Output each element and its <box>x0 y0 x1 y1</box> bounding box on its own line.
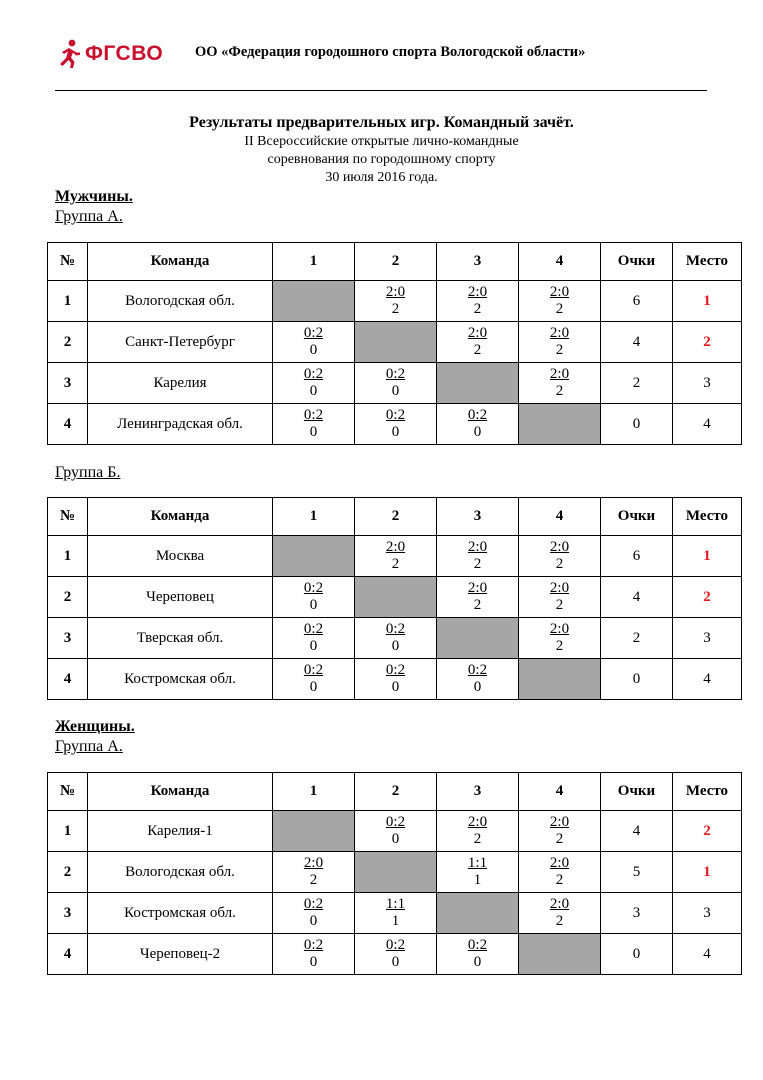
table-row <box>48 404 742 445</box>
place: 4 <box>673 404 742 445</box>
match-score: 2:0 <box>467 580 488 596</box>
team-name: Вологодская обл. <box>88 852 273 893</box>
team-number: 4 <box>48 659 88 700</box>
subtitle-date: 30 июля 2016 года. <box>325 170 438 185</box>
place: 3 <box>673 893 742 934</box>
column-header: 3 <box>437 243 519 281</box>
column-header: Место <box>673 773 742 811</box>
subtitle-line: II Всероссийские открытые лично-командные <box>244 134 519 149</box>
match-score: 0:2 <box>303 580 324 596</box>
match-points: 2 <box>555 342 564 358</box>
column-header: № <box>48 498 88 536</box>
match-score: 0:2 <box>303 325 324 341</box>
section-title-men: Мужчины. <box>55 188 133 205</box>
table-row <box>48 536 742 577</box>
place: 4 <box>673 659 742 700</box>
diagonal-cell <box>355 322 437 363</box>
match-score: 2:0 <box>549 855 570 871</box>
match-points: 0 <box>309 424 318 440</box>
total-points: 6 <box>601 281 673 322</box>
match-points: 2 <box>473 342 482 358</box>
match-score: 2:0 <box>467 539 488 555</box>
team-number: 3 <box>48 618 88 659</box>
table-row <box>48 811 742 852</box>
match-score: 2:0 <box>549 621 570 637</box>
subtitle-line: соревнования по городошному спорту <box>267 152 496 167</box>
match-result <box>437 404 519 445</box>
team-name: Череповец-2 <box>88 934 273 975</box>
team-number: 4 <box>48 934 88 975</box>
match-score: 0:2 <box>385 662 406 678</box>
match-result <box>437 934 519 975</box>
column-header: 4 <box>519 498 601 536</box>
table-row <box>48 659 742 700</box>
diagonal-cell <box>519 934 601 975</box>
column-header: 4 <box>519 773 601 811</box>
match-points: 2 <box>555 597 564 613</box>
table-row <box>48 618 742 659</box>
match-result <box>519 322 601 363</box>
column-header: Место <box>673 243 742 281</box>
match-points: 0 <box>309 638 318 654</box>
place: 2 <box>673 577 742 618</box>
results-table-women-a <box>47 772 742 975</box>
match-result <box>437 536 519 577</box>
match-points: 1 <box>391 913 400 929</box>
match-points: 2 <box>473 301 482 317</box>
match-score: 2:0 <box>549 896 570 912</box>
match-result <box>519 893 601 934</box>
diagonal-cell <box>519 659 601 700</box>
column-header: 2 <box>355 498 437 536</box>
team-name: Костромская обл. <box>88 893 273 934</box>
match-points: 2 <box>391 301 400 317</box>
team-name: Череповец <box>88 577 273 618</box>
match-result <box>273 934 355 975</box>
column-header: Команда <box>88 773 273 811</box>
total-points: 3 <box>601 893 673 934</box>
match-result <box>355 536 437 577</box>
match-points: 2 <box>309 872 318 888</box>
table-row <box>48 934 742 975</box>
match-points: 2 <box>555 383 564 399</box>
team-name: Москва <box>88 536 273 577</box>
place: 3 <box>673 363 742 404</box>
total-points: 6 <box>601 536 673 577</box>
column-header: Очки <box>601 498 673 536</box>
match-points: 2 <box>473 597 482 613</box>
table-header-row <box>48 243 742 281</box>
place: 1 <box>673 536 742 577</box>
match-result <box>437 577 519 618</box>
diagonal-cell <box>273 281 355 322</box>
logo-text: ФГСВО <box>85 42 164 65</box>
match-points: 0 <box>473 679 482 695</box>
team-number: 3 <box>48 893 88 934</box>
match-result <box>437 281 519 322</box>
match-points: 0 <box>309 383 318 399</box>
section-title-women: Женщины. <box>55 718 135 735</box>
match-result <box>355 659 437 700</box>
match-result <box>355 281 437 322</box>
column-header: Команда <box>88 498 273 536</box>
column-header: 1 <box>273 773 355 811</box>
column-header: 1 <box>273 498 355 536</box>
column-header: 4 <box>519 243 601 281</box>
match-result <box>519 363 601 404</box>
match-points: 2 <box>555 556 564 572</box>
team-number: 2 <box>48 852 88 893</box>
match-result <box>273 322 355 363</box>
match-score: 0:2 <box>303 407 324 423</box>
match-result <box>437 322 519 363</box>
column-header: Команда <box>88 243 273 281</box>
match-result <box>355 811 437 852</box>
match-points: 2 <box>555 872 564 888</box>
group-title: Группа А. <box>55 738 123 755</box>
column-header: Место <box>673 498 742 536</box>
match-result <box>519 811 601 852</box>
team-number: 1 <box>48 281 88 322</box>
match-points: 0 <box>309 342 318 358</box>
total-points: 0 <box>601 659 673 700</box>
match-score: 0:2 <box>467 937 488 953</box>
match-points: 2 <box>473 556 482 572</box>
team-number: 3 <box>48 363 88 404</box>
match-result <box>355 404 437 445</box>
diagonal-cell <box>355 852 437 893</box>
match-score: 0:2 <box>467 407 488 423</box>
match-score: 0:2 <box>385 937 406 953</box>
match-score: 1:1 <box>467 855 488 871</box>
match-points: 2 <box>555 913 564 929</box>
place: 2 <box>673 322 742 363</box>
match-score: 0:2 <box>303 662 324 678</box>
place: 1 <box>673 852 742 893</box>
match-points: 0 <box>309 954 318 970</box>
team-name: Ленинградская обл. <box>88 404 273 445</box>
match-score: 0:2 <box>467 662 488 678</box>
match-result <box>437 811 519 852</box>
match-score: 0:2 <box>385 621 406 637</box>
match-result <box>355 363 437 404</box>
table-row <box>48 281 742 322</box>
runner-icon <box>55 39 81 69</box>
table-row <box>48 363 742 404</box>
match-score: 2:0 <box>549 366 570 382</box>
match-points: 0 <box>309 597 318 613</box>
match-score: 0:2 <box>303 896 324 912</box>
match-points: 0 <box>309 913 318 929</box>
match-points: 0 <box>391 424 400 440</box>
match-score: 0:2 <box>385 814 406 830</box>
match-result <box>437 852 519 893</box>
column-header: 1 <box>273 243 355 281</box>
team-number: 2 <box>48 577 88 618</box>
total-points: 2 <box>601 618 673 659</box>
match-result <box>273 618 355 659</box>
table-header-row <box>48 498 742 536</box>
match-points: 0 <box>391 954 400 970</box>
column-header: 3 <box>437 773 519 811</box>
group-title: Группа А. <box>55 208 123 225</box>
letterhead <box>55 36 715 72</box>
diagonal-cell <box>437 618 519 659</box>
match-result <box>519 618 601 659</box>
match-score: 2:0 <box>467 284 488 300</box>
match-score: 2:0 <box>549 325 570 341</box>
place: 2 <box>673 811 742 852</box>
page-title: Результаты предварительных игр. Командный зачёт. <box>189 114 574 131</box>
match-points: 2 <box>391 556 400 572</box>
table-row <box>48 852 742 893</box>
match-score: 2:0 <box>549 580 570 596</box>
table-row <box>48 893 742 934</box>
column-header: Очки <box>601 773 673 811</box>
match-points: 0 <box>391 383 400 399</box>
team-name: Костромская обл. <box>88 659 273 700</box>
match-score: 0:2 <box>303 621 324 637</box>
column-header: № <box>48 243 88 281</box>
match-score: 2:0 <box>467 814 488 830</box>
match-points: 2 <box>473 831 482 847</box>
match-points: 0 <box>391 679 400 695</box>
column-header: 3 <box>437 498 519 536</box>
total-points: 0 <box>601 404 673 445</box>
match-score: 2:0 <box>549 539 570 555</box>
match-score: 2:0 <box>467 325 488 341</box>
total-points: 4 <box>601 577 673 618</box>
match-score: 2:0 <box>385 539 406 555</box>
team-name: Тверская обл. <box>88 618 273 659</box>
diagonal-cell <box>355 577 437 618</box>
match-result <box>437 659 519 700</box>
diagonal-cell <box>273 811 355 852</box>
team-name: Санкт-Петербург <box>88 322 273 363</box>
team-number: 2 <box>48 322 88 363</box>
match-result <box>273 404 355 445</box>
match-result <box>355 893 437 934</box>
match-score: 0:2 <box>385 407 406 423</box>
table-row <box>48 322 742 363</box>
match-score: 0:2 <box>303 937 324 953</box>
total-points: 4 <box>601 322 673 363</box>
table-row <box>48 577 742 618</box>
team-name: Вологодская обл. <box>88 281 273 322</box>
total-points: 2 <box>601 363 673 404</box>
results-table-men-b <box>47 497 742 700</box>
diagonal-cell <box>437 893 519 934</box>
match-score: 0:2 <box>385 366 406 382</box>
match-result <box>519 536 601 577</box>
column-header: 2 <box>355 243 437 281</box>
org-name: ОО «Федерация городошного спорта Вологодской области» <box>195 44 586 60</box>
match-result <box>273 577 355 618</box>
team-number: 4 <box>48 404 88 445</box>
team-name: Карелия <box>88 363 273 404</box>
match-result <box>273 363 355 404</box>
diagonal-cell <box>519 404 601 445</box>
match-points: 0 <box>309 679 318 695</box>
match-points: 0 <box>473 954 482 970</box>
match-result <box>273 852 355 893</box>
match-score: 0:2 <box>303 366 324 382</box>
diagonal-cell <box>437 363 519 404</box>
match-score: 2:0 <box>549 284 570 300</box>
match-result <box>519 281 601 322</box>
match-points: 1 <box>473 872 482 888</box>
column-header: № <box>48 773 88 811</box>
team-name: Карелия-1 <box>88 811 273 852</box>
place: 3 <box>673 618 742 659</box>
match-points: 2 <box>555 301 564 317</box>
match-result <box>273 893 355 934</box>
match-points: 0 <box>391 831 400 847</box>
place: 1 <box>673 281 742 322</box>
match-result <box>519 577 601 618</box>
place: 4 <box>673 934 742 975</box>
header-divider <box>55 90 707 91</box>
match-score: 2:0 <box>549 814 570 830</box>
team-number: 1 <box>48 536 88 577</box>
match-points: 2 <box>555 831 564 847</box>
match-points: 0 <box>391 638 400 654</box>
total-points: 0 <box>601 934 673 975</box>
group-title: Группа Б. <box>55 464 121 481</box>
match-points: 2 <box>555 638 564 654</box>
diagonal-cell <box>273 536 355 577</box>
match-score: 2:0 <box>385 284 406 300</box>
team-number: 1 <box>48 811 88 852</box>
table-header-row <box>48 773 742 811</box>
org-logo <box>55 36 163 72</box>
column-header: Очки <box>601 243 673 281</box>
match-score: 2:0 <box>303 855 324 871</box>
column-header: 2 <box>355 773 437 811</box>
match-score: 1:1 <box>385 896 406 912</box>
match-points: 0 <box>473 424 482 440</box>
match-result <box>273 659 355 700</box>
total-points: 5 <box>601 852 673 893</box>
match-result <box>519 852 601 893</box>
total-points: 4 <box>601 811 673 852</box>
match-result <box>355 618 437 659</box>
results-table-men-a <box>47 242 742 445</box>
match-result <box>355 934 437 975</box>
